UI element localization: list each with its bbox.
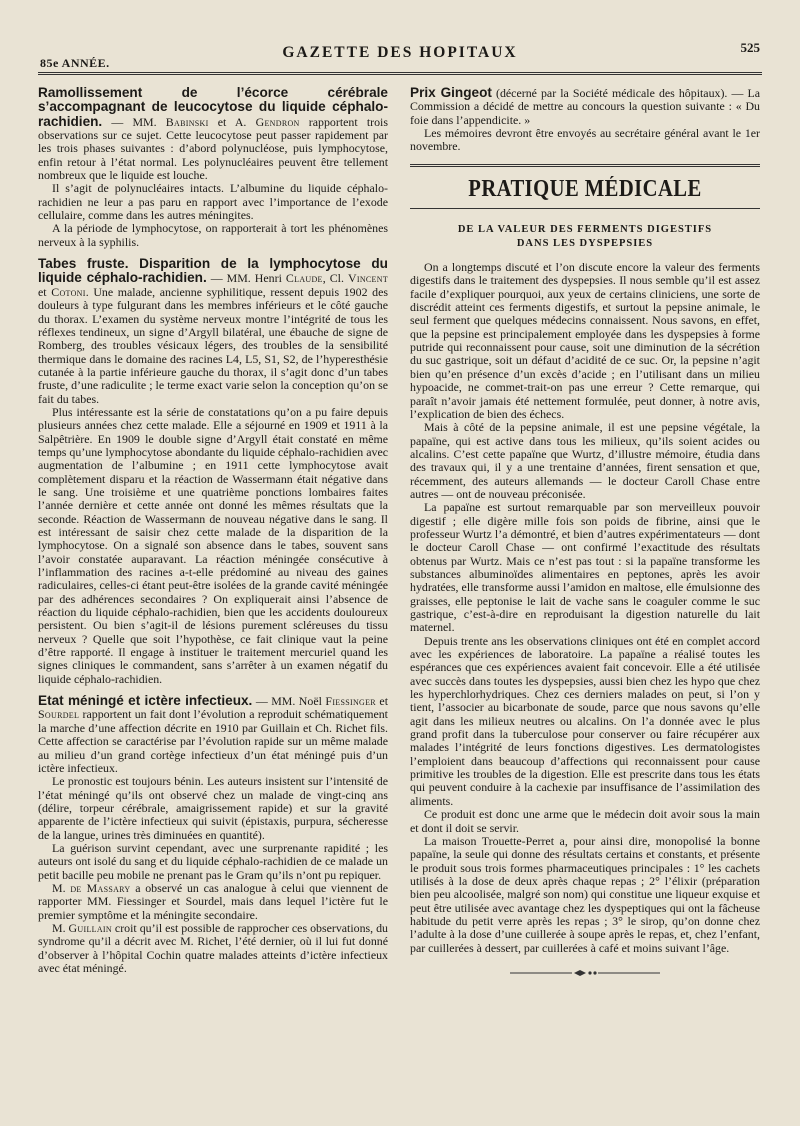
text-run: — MM. Henri xyxy=(206,271,286,286)
text-run: (décerné par la Société médicale des hôpitaux). — La Commission a décidé de mettre au concours la question suivante : « Du foie dans l’appendicite. » xyxy=(410,86,760,127)
text-run: M. xyxy=(52,880,71,895)
ramollissement-title: Ramollissement de l’écorce cérébrale s’accompagnant de leucocytose du liquide céphalo-rachidien. xyxy=(38,85,388,129)
paragraph: La guérison survint cependant, avec une surprenante rapidité ; les auteurs ont isolé du sang et du liquide céphalo-rachidien de ce malade un petit bacille peu mobile ne prenant pas le Gram qu’ils n’ont pu repiquer. xyxy=(38,840,388,882)
article-paragraph: La papaïne est surtout remarquable par son merveilleux pouvoir digestif ; elle digère mille fois son poids de fibrine, ainsi que le professeur Wurtz l’a démontré, et bien d’autres expérimentateurs — dont le docteur Caroll Chase — ont confirmé l’exactitude des résultats obtenus par Wurtz. Mais ce n’est pas tout : si la papaïne transforme les substances albuminoïdes alimentaires en peptones, après les avoir hydratées, elle transforme aussi l’amidon en maltose, elle émulsionne des graisses, elle peptonise le lait de vache sans le coaguler comme le suc gastrique, c’est-à-dire en reproduisant la digestion naturelle du lait maternel. xyxy=(410,500,760,635)
author-name: de Massary xyxy=(70,880,131,895)
paragraph: Les mémoires devront être envoyés au secrétaire général avant le 1er novembre. xyxy=(410,126,760,154)
text-run: , Cl. xyxy=(322,271,348,286)
end-ornament xyxy=(410,967,760,980)
author-name: Fiessinger xyxy=(325,694,376,709)
article-title-line: DANS LES DYSPEPSIES xyxy=(516,238,654,250)
page-number: 525 xyxy=(740,40,760,55)
text-run: M. xyxy=(52,920,69,935)
prix-title: Prix Gingeot xyxy=(410,85,492,100)
ramollissement-paragraph xyxy=(38,86,388,182)
article-paragraph: Ce produit est donc une arme que le médecin doit avoir sous la main et dont il doit se servir. xyxy=(410,807,760,835)
text-run: — MM. Noël xyxy=(252,694,326,709)
text-run: . Une malade, ancienne syphilitique, ressent depuis 1902 des douleurs à type fulgurant dans les membres inférieurs et le côté gauche du thorax. L’examen du système nerveux montre l’intégrité de tous les réflexes tendineux, un signe d’Argyll bilatéral, une ébauche de signe de Romberg, des troubles vésicaux légers, des troubles de la sensibilité thermique dans le domaine des racines L4, L5, S1, S2, de l’hyperesthésie cutanée à la partie inférieure gauche du thorax, il s’agit donc d’un tabes fruste, d’une radiculite ; le terme exact varie selon la conception qu’on se fait du tabes. xyxy=(38,284,389,406)
author-name: Vincent xyxy=(347,271,388,286)
text-run: a observé un cas analogue à celui que viennent de rapporter MM. Fiessinger et Sourdel, mais dans lequel l’ictère fut le premier symptôme et la méningite secondaire. xyxy=(38,880,388,922)
paragraph: Il s’agit de polynucléaires intacts. L’albumine du liquide céphalo-rachidien ne leur a pas paru en rapport avec l’importance de l’exode cellulaire, comme dans les autres méningites. xyxy=(38,181,388,223)
header-year: 85e ANNÉE. xyxy=(40,56,110,70)
paragraph xyxy=(38,922,388,975)
section-title: PRATIQUE MÉDICALE xyxy=(468,175,702,202)
right-column xyxy=(410,86,760,980)
header-rule xyxy=(38,72,762,75)
author-name: Guillain xyxy=(68,920,112,935)
paragraph xyxy=(38,882,388,922)
article-paragraph: La maison Trouette-Perret a, pour ainsi dire, monopolisé la bonne papaïne, la seule qui donne des résultats certains et constants, et présente le produit sous trois formes pharmaceutiques principales : 1° les cachets utilisés à la dose de deux après chaque repas ; 2° l’élixir (préparation bien peu alcoolisée, malgré son nom) qui constitue une liqueur exquise et peut être utilisée avec avantage chez les dyspeptiques qui ont la fâcheuse habitude du petit verre après les repas ; 3° le sirop, qu’on donne chez l’adulte à la dose d’une cuillerée à soupe après le repas, et, chez l’enfant, par cuillerées à dessert, par cuillerées à café et moins suivant l’âge. xyxy=(410,833,760,955)
text-run: rapportent un fait dont l’évolution a reproduit schématiquement la marche d’une affection décrite en 1910 par Guillain et Ch. Richet fils. Cette affection se caractérise par l’évolution rapide sur un même malade au milieu d’un grand cortège infectieux d’un état méningé puis d’un ictère infectieux. xyxy=(38,707,388,775)
etat-paragraph xyxy=(38,694,388,775)
article-paragraph: Mais à côté de la pepsine animale, il est une pepsine végétale, la papaïne, qui est active dans tous les milieux, qu’ils soient acides ou alcalins. C’est cette papaïne que Wurtz, d’illustre mémoire, étudia dans des travaux qui, il y a une trentaine d’années, firent sensation et que, récemment, des auteurs allemands — le docteur Caroll Chase entre autres — ont de nouveau préconisée. xyxy=(410,420,760,501)
text-run: et xyxy=(38,284,52,299)
text-run: croit qu’il est possible de rapprocher ces observations, du syndrome qu’il a décrit avec M. Richet, l’été dernier, où il lui fut donné d’observer à l’hôpital Cochin quatre malades atteints d’ictère infectieux avec état méningé. xyxy=(38,920,389,975)
author-name: Cotoni xyxy=(51,284,86,299)
text-run: rapportent trois observations sur ce sujet. Cette leucocytose peut passer rapidement par les trois phases suivantes : d’abord polynucléose, puis lymphocytose, enfin retour à l’état normal. Les polynucléaires peuvent être tellement nombreux que le liquide est louche. xyxy=(38,114,388,183)
section-rule-thin xyxy=(410,208,760,209)
text-run: — MM. xyxy=(102,114,166,129)
article-paragraph: Depuis trente ans les observations cliniques ont été en complet accord avec les expériences de laboratoire. La papaïne a réalisé toutes les espérances que ces expériences avaient fait concevoir. Elle a été utilisée avec succès dans toutes les dyspepsies, aussi bien chez les hypo que chez les hyperchlorhydriques. Chez ces derniers malades on peut, si l’on y tient, l’associer au bicarbonate de soude, parce que nous savons qu’elle agit dans les milieux neutres ou alcalins. On l’a donnée avec le plus grand profit dans la tuberculose pour conserver ou faire récupérer aux malades l’intégrité de leurs fonctions digestives. Les dermatologistes l’emploient dans beaucoup d’affections qui reconnaissent pour cause primitive les troubles de la digestion. Elle est prescrite dans tous les états qui peuvent conduire à la cachexie par insuffisance de l’assimilation des aliments. xyxy=(410,633,760,808)
tabes-paragraph xyxy=(38,257,388,406)
page-header xyxy=(0,0,800,86)
section-rule xyxy=(410,164,760,167)
author-name: Claude xyxy=(285,271,323,286)
article-paragraph: On a longtemps discuté et l’on discute encore la valeur des ferments digestifs dans le traitement des dyspepsies. Il nous semble qu’il est assez facile d’expliquer pourquoi, aux yeux de certains cliniciens, une sorte de discrédit atteint ces ferments digestifs, et surtout la pepsine animale, le seul ferment que quelques médecins connaissent. Nous savons, en effet, que la pepsine est principalement employée dans les dyspepsies à forme putride qui reconnaissent pour cause, soit une diminution de la sécrétion du suc gastrique, soit un défaut d’acidité de ce suc. Or, la pepsine n’agit bien qu’en présence d’un excès d’acide ; en l’utilisant dans un milieu hypoacide, ne commet-trait-on pas une erreur ? Cette remarque, qui paraît n’avoir jamais été nettement formulée, peut donner, à notre avis, l’explication de bien des échecs. xyxy=(410,260,760,421)
left-column xyxy=(38,86,388,975)
text-run: et A. xyxy=(208,114,256,129)
article-title-line: DE LA VALEUR DES FERMENTS DIGESTIFS xyxy=(457,224,713,236)
tabes-title: Tabes fruste. Disparition de la lymphocytose du liquide céphalo-rachidien. xyxy=(38,256,388,286)
author-name: Sourdel xyxy=(38,707,80,722)
prix-paragraph xyxy=(410,86,760,127)
text-run: et xyxy=(375,694,389,709)
journal-title: GAZETTE DES HOPITAUX xyxy=(282,44,518,61)
author-name: Babinski xyxy=(165,114,209,129)
paragraph: Le pronostic est toujours bénin. Les auteurs insistent sur l’intensité de l’état méningé qu’ils ont observé chez un malade de vingt-cinq ans (délire, torpeur cérébrale, amaigrissement rapide) et sur la gravité apparente de l’ictère infectieux qui suivit (épistaxis, purpura, sécheresse de la langue, urines très diminuées en quantité). xyxy=(38,774,388,842)
ornament-rule-icon xyxy=(510,969,660,977)
paragraph: A la période de lymphocytose, on rapporterait à tort les phénomènes nerveux à la syphilis. xyxy=(38,221,388,249)
author-name: Gendron xyxy=(255,114,300,129)
article-title xyxy=(410,223,760,251)
etat-title: Etat méningé et ictère infectieux. xyxy=(38,693,253,709)
paragraph: Plus intéressante est la série de constatations qu’on a pu faire depuis plusieurs années chez cette malade. Elle a séjourné en 1909 et 1911 à la Salpêtrière. En 1909 le double signe d’Argyll était constaté en même temps qu’une lymphocytose abondante du liquide céphalo-rachidien avec augmentation de l’albumine ; en 1911 cette lymphocytose avait complètement disparu et la réaction de Wassermann était négative dans le sang. Une troisième et une quatrième ponctions lombaires faites l’année dernière et cette année ont donné les mêmes résultats que la seconde. Réaction de Wassermann de nouveau négative dans le sang. Il est intéressant de saisir chez cette malade de la disparition de la lymphocytose. On a signalé son absence dans le tabes, souvent sans l’avoir constatée auparavant. La réaction méningée consécutive à l’inflammation des racines a-t-elle prédominé au niveau des gaines radiculaires, celles-ci étant peut-être isolées de la grande cavité méningée par des adhérences secondaires ? On expliquerait ainsi l’absence de réaction du liquide céphalo-rachidien, bien que les accidents douloureux persistent. Ou bien s’agit-il de lésions purement scléreuses du tissu nerveux ? Quelle que soit l’hypothèse, ce fait clinique vaut la peine d’être rapporté. Il engage à instituer le traitement mercuriel quand les signes cliniques le commandent, sans s’arrêter à un examen négatif du liquide céphalo-rachidien. xyxy=(38,404,388,686)
